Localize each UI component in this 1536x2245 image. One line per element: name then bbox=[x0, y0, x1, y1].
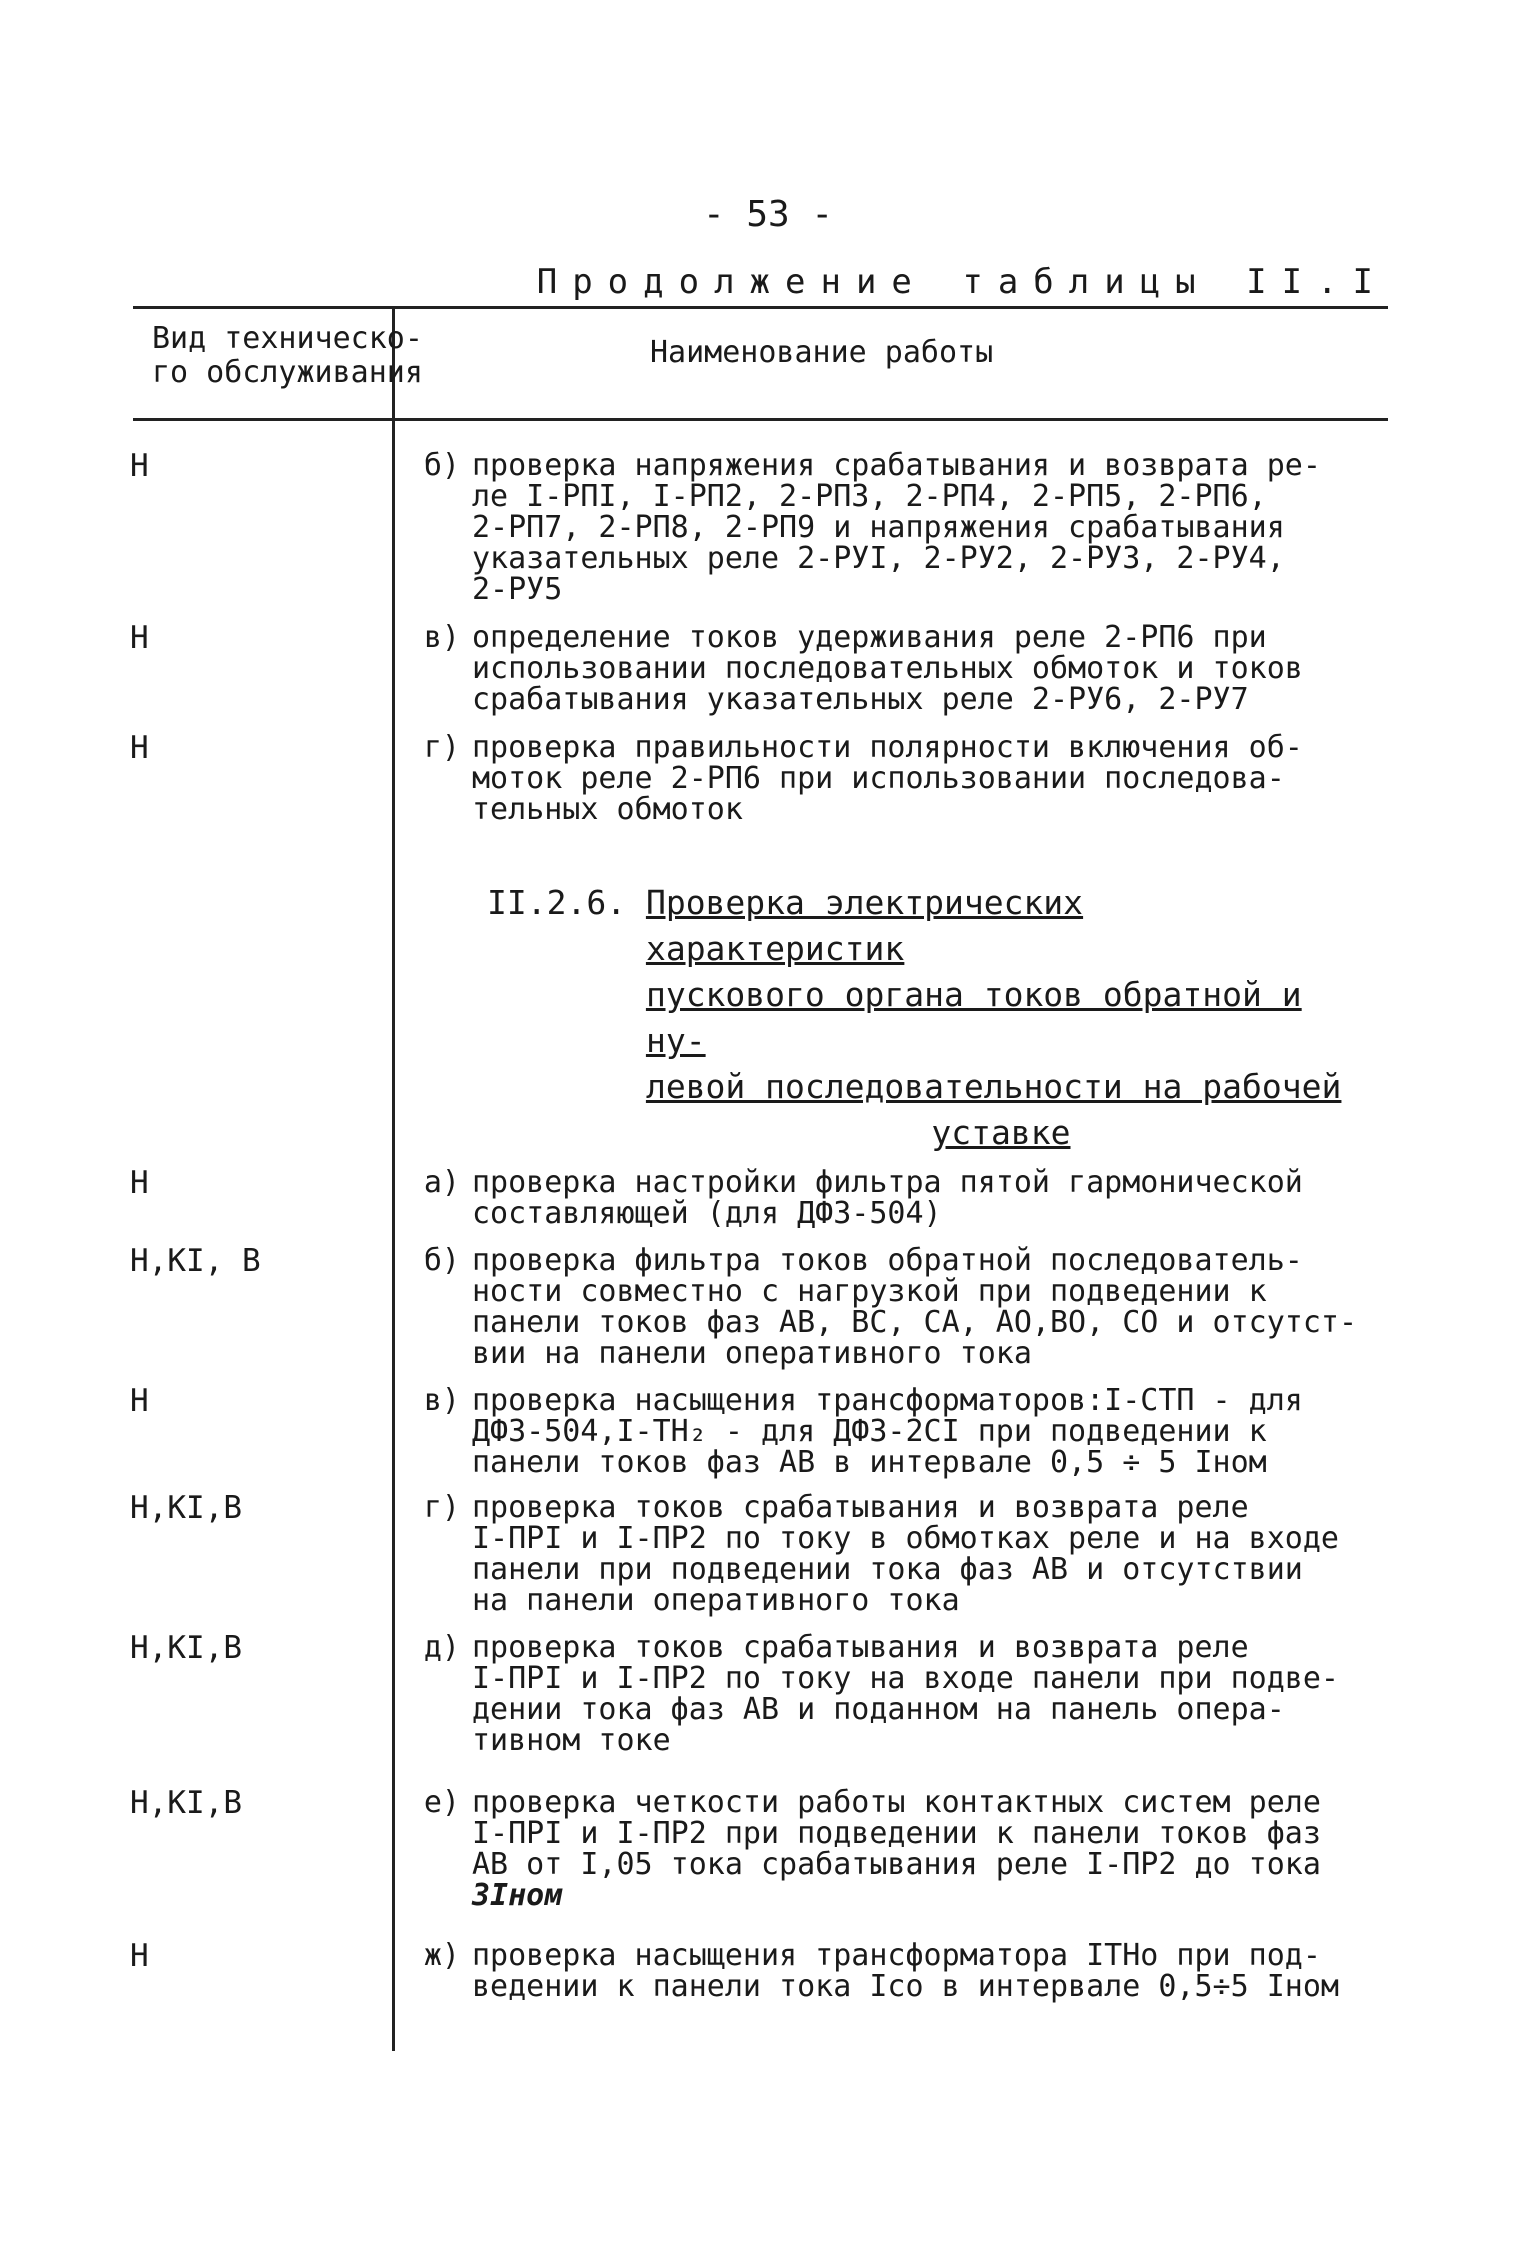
page-number: - 53 - bbox=[702, 194, 834, 235]
row-type: Н bbox=[130, 620, 149, 656]
item-text bbox=[472, 1940, 1390, 2002]
table-top-rule bbox=[133, 306, 1388, 309]
row-type: Н,КI,В bbox=[130, 1785, 242, 1821]
row-type: Н,КI,В bbox=[130, 1490, 242, 1526]
section-heading bbox=[487, 880, 1356, 1156]
work-item bbox=[400, 1167, 1390, 1229]
item-marker: в) bbox=[423, 620, 460, 655]
item-line: 3Iном bbox=[472, 1878, 563, 1913]
item-line: I-ПРI и I-ПР2 при подведении к панели токов фаз bbox=[472, 1816, 1321, 1851]
item-line: составляющей (для ДФЗ-504) bbox=[472, 1196, 942, 1231]
work-item bbox=[400, 1492, 1390, 1616]
section-title bbox=[646, 880, 1356, 1156]
item-text bbox=[472, 1492, 1390, 1616]
item-line: панели токов фаз АВ, ВС, СА, АО,ВО, СО и отсутст- bbox=[472, 1305, 1358, 1340]
row-type: Н bbox=[130, 448, 149, 484]
item-marker: д) bbox=[423, 1630, 460, 1665]
item-marker: ж) bbox=[423, 1938, 460, 1973]
row-type: Н bbox=[130, 730, 149, 766]
item-line: проверка настройки фильтра пятой гармонической bbox=[472, 1165, 1303, 1200]
table-column-divider bbox=[392, 306, 395, 2051]
item-marker: е) bbox=[423, 1785, 460, 1820]
item-line: ведении к панели тока Ico в интервале 0,5÷5 Iном bbox=[472, 1969, 1339, 2004]
header-maintenance-type-line: го обслуживания bbox=[152, 355, 423, 390]
item-line: проверка правильности полярности включения об- bbox=[472, 730, 1303, 765]
work-item bbox=[400, 1385, 1390, 1478]
item-line: I-ПРI и I-ПР2 по току в обмотках реле и на входе bbox=[472, 1521, 1339, 1556]
work-item bbox=[400, 1787, 1390, 1911]
item-marker: б) bbox=[423, 1243, 460, 1278]
work-item bbox=[400, 732, 1390, 825]
item-line: тельных обмоток bbox=[472, 792, 743, 827]
item-marker: б) bbox=[423, 448, 460, 483]
work-item bbox=[400, 450, 1390, 605]
item-line: АВ от I,05 тока срабатывания реле I-ПР2 до тока bbox=[472, 1847, 1321, 1882]
work-item bbox=[400, 1632, 1390, 1756]
item-line: проверка напряжения срабатывания и возврата ре- bbox=[472, 448, 1321, 483]
item-line: определение токов удерживания реле 2-РП6 при bbox=[472, 620, 1267, 655]
section-title-line: пускового органа токов обратной и ну- bbox=[645, 975, 1302, 1060]
item-marker: в) bbox=[423, 1383, 460, 1418]
item-line: на панели оперативного тока bbox=[472, 1583, 960, 1618]
item-line: проверка токов срабатывания и возврата реле bbox=[472, 1630, 1249, 1665]
row-type: Н bbox=[130, 1383, 149, 1419]
item-line: панели при подведении тока фаз АВ и отсутствии bbox=[472, 1552, 1303, 1587]
item-line: проверка фильтра токов обратной последователь- bbox=[472, 1243, 1303, 1278]
item-line: проверка токов срабатывания и возврата реле bbox=[472, 1490, 1249, 1525]
row-type: Н bbox=[130, 1938, 149, 1974]
header-maintenance-type-line: Вид техническо- bbox=[152, 321, 423, 356]
item-line: использовании последовательных обмоток и токов bbox=[472, 651, 1303, 686]
section-title-line: Проверка электрических характеристик bbox=[645, 883, 1084, 968]
item-marker: г) bbox=[423, 1490, 460, 1525]
item-text bbox=[472, 1787, 1390, 1911]
row-type: Н,КI, В bbox=[130, 1243, 261, 1279]
item-text bbox=[472, 622, 1390, 715]
item-line: дении тока фаз АВ и поданном на панель опера- bbox=[472, 1692, 1285, 1727]
work-item bbox=[400, 1245, 1390, 1369]
item-line: 2-РУ5 bbox=[472, 572, 563, 607]
item-line: ле I-РПI, I-РП2, 2-РП3, 2-РП4, 2-РП5, 2-РП6, bbox=[472, 479, 1267, 514]
item-line: ности совместно с нагрузкой при подведении к bbox=[472, 1274, 1267, 1309]
item-line: панели токов фаз АВ в интервале 0,5 ÷ 5 Iном bbox=[472, 1445, 1267, 1480]
table-continuation-label: Продолжение таблицы II.I bbox=[536, 262, 1388, 302]
item-line: вии на панели оперативного тока bbox=[472, 1336, 1032, 1371]
item-marker: а) bbox=[423, 1165, 460, 1200]
header-maintenance-type bbox=[152, 322, 423, 390]
item-line: проверка насыщения трансформаторов:I-СТП - для bbox=[472, 1383, 1303, 1418]
item-line: проверка насыщения трансформатора ITHo при под- bbox=[472, 1938, 1321, 1973]
section-title-line: уставке bbox=[931, 1113, 1071, 1152]
item-line: ДФЗ-504,I-ТН₂ - для ДФЗ-2СI при подведении к bbox=[472, 1414, 1267, 1449]
item-text bbox=[472, 1385, 1390, 1478]
item-text bbox=[472, 1245, 1390, 1369]
item-text bbox=[472, 1632, 1390, 1756]
row-type: Н,КI,В bbox=[130, 1630, 242, 1666]
item-line: I-ПРI и I-ПР2 по току на входе панели при подве- bbox=[472, 1661, 1339, 1696]
item-line: 2-РП7, 2-РП8, 2-РП9 и напряжения срабатывания bbox=[472, 510, 1285, 545]
work-item bbox=[400, 622, 1390, 715]
section-title-line: левой последовательности на рабочей bbox=[645, 1067, 1342, 1106]
header-work-name: Наименование работы bbox=[650, 335, 994, 370]
item-text bbox=[472, 450, 1390, 605]
item-line: срабатывания указательных реле 2-РУ6, 2-РУ7 bbox=[472, 682, 1249, 717]
work-item bbox=[400, 1940, 1390, 2002]
section-number: II.2.6. bbox=[487, 883, 627, 922]
table-header-rule bbox=[133, 418, 1388, 421]
item-line: проверка четкости работы контактных систем реле bbox=[472, 1785, 1321, 1820]
item-line: указательных реле 2-РУI, 2-РУ2, 2-РУ3, 2-РУ4, bbox=[472, 541, 1285, 576]
item-line: тивном токе bbox=[472, 1723, 671, 1758]
item-text bbox=[472, 732, 1390, 825]
item-line: моток реле 2-РП6 при использовании последова- bbox=[472, 761, 1285, 796]
row-type: Н bbox=[130, 1165, 149, 1201]
item-marker: г) bbox=[423, 730, 460, 765]
item-text bbox=[472, 1167, 1390, 1229]
